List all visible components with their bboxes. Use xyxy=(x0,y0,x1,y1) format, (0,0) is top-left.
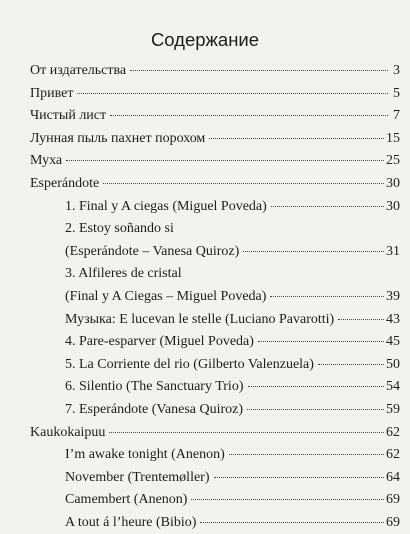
toc-entry xyxy=(30,444,400,467)
toc-entry xyxy=(30,286,400,309)
dot-leader xyxy=(318,364,384,365)
toc-entry-page: 3 xyxy=(393,63,400,78)
toc-entry xyxy=(30,354,400,377)
show-through-text xyxy=(20,0,400,26)
toc-entry xyxy=(30,489,400,512)
dot-leader xyxy=(77,93,388,94)
toc-entry-title: 4. Pare-esparver (Miguel Poveda) xyxy=(65,334,254,350)
dot-leader xyxy=(66,160,384,161)
toc-entry xyxy=(30,263,400,286)
toc-entry-page: 43 xyxy=(386,311,400,327)
toc-entry xyxy=(30,60,400,83)
toc-entry-page: 69 xyxy=(386,492,400,508)
dot-leader xyxy=(247,409,384,410)
toc-entry-page: 59 xyxy=(386,401,400,417)
toc-entry-page: 69 xyxy=(386,514,400,530)
toc-entry xyxy=(30,218,400,241)
toc-entry-title: 6. Silentio (The Sanctuary Trio) xyxy=(65,379,244,395)
dot-leader xyxy=(258,341,384,342)
toc-entry-title: November (Trentemøller) xyxy=(65,469,210,485)
toc-entry-title: I’m awake tonight (Anenon) xyxy=(65,447,225,463)
toc-entry xyxy=(30,399,400,422)
toc-entry-page: 39 xyxy=(386,288,400,304)
toc-entry xyxy=(30,128,400,151)
toc-entry-title: 3. Alfileres de cristal xyxy=(65,266,182,282)
dot-leader xyxy=(338,319,384,320)
toc-entry-page: 64 xyxy=(386,469,400,485)
dot-leader xyxy=(109,432,384,433)
toc-entry xyxy=(30,422,400,445)
dot-leader xyxy=(229,454,384,455)
toc-entry xyxy=(30,331,400,354)
toc-entry-title: A tout á l’heure (Bibio) xyxy=(65,514,197,530)
toc-entry-page: 45 xyxy=(386,334,400,350)
toc-entry xyxy=(30,196,400,219)
dot-leader xyxy=(243,251,384,252)
table-of-contents xyxy=(30,60,400,534)
toc-entry xyxy=(30,467,400,490)
dot-leader xyxy=(209,138,384,139)
toc-entry-page: 7 xyxy=(393,108,400,124)
dot-leader xyxy=(200,522,384,523)
toc-entry-title: 2. Estoy soñando si xyxy=(65,221,174,237)
toc-entry-title: Kaukokaipuu xyxy=(30,424,106,440)
toc-entry xyxy=(30,512,400,534)
toc-entry-page: 25 xyxy=(386,153,400,169)
toc-entry-page: 54 xyxy=(386,379,400,395)
toc-entry-title: 5. La Corriente del rio (Gilberto Valenzuela) xyxy=(65,356,314,372)
dot-leader xyxy=(248,386,385,387)
toc-entry xyxy=(30,105,400,128)
toc-entry-page: 5 xyxy=(393,85,400,101)
toc-entry-page: 15 xyxy=(386,130,400,146)
toc-entry-title: (Final y A Ciegas – Miguel Poveda) xyxy=(65,288,267,304)
toc-entry-title: Привет xyxy=(30,85,74,101)
dot-leader xyxy=(110,115,388,116)
toc-entry-page: 30 xyxy=(386,175,400,191)
toc-entry-title: Camembert (Anenon) xyxy=(65,492,188,508)
dot-leader xyxy=(103,183,384,184)
toc-entry-title: 1. Final y A ciegas (Miguel Poveda) xyxy=(65,198,267,214)
toc-entry-title: Esperándote xyxy=(30,175,100,191)
dot-leader xyxy=(191,499,384,500)
toc-entry xyxy=(30,309,400,332)
toc-entry-title: Чистый лист xyxy=(30,108,107,124)
toc-entry-title: Музыка: E lucevan le stelle (Luciano Pavarotti) xyxy=(65,311,335,327)
toc-entry-page: 62 xyxy=(386,424,400,440)
toc-entry xyxy=(30,83,400,106)
toc-entry-title: Муха xyxy=(30,153,63,169)
toc-entry xyxy=(30,376,400,399)
toc-entry xyxy=(30,150,400,173)
toc-entry-title: От издательства xyxy=(30,63,127,78)
toc-entry-page: 50 xyxy=(386,356,400,372)
toc-entry xyxy=(30,241,400,264)
dot-leader xyxy=(270,296,384,297)
dot-leader xyxy=(271,206,384,207)
page-title: Содержание xyxy=(150,29,260,50)
toc-entry-page: 31 xyxy=(386,243,400,259)
dot-leader xyxy=(130,70,388,71)
toc-entry xyxy=(30,173,400,196)
toc-entry-title: (Esperándote – Vanesa Quiroz) xyxy=(65,243,240,259)
toc-entry-page: 30 xyxy=(386,198,400,214)
toc-entry-title: 7. Esperándote (Vanesa Quiroz) xyxy=(65,401,244,417)
toc-entry-title: Лунная пыль пахнет порохом xyxy=(30,130,206,146)
dot-leader xyxy=(214,477,385,478)
toc-entry-page: 62 xyxy=(386,447,400,463)
